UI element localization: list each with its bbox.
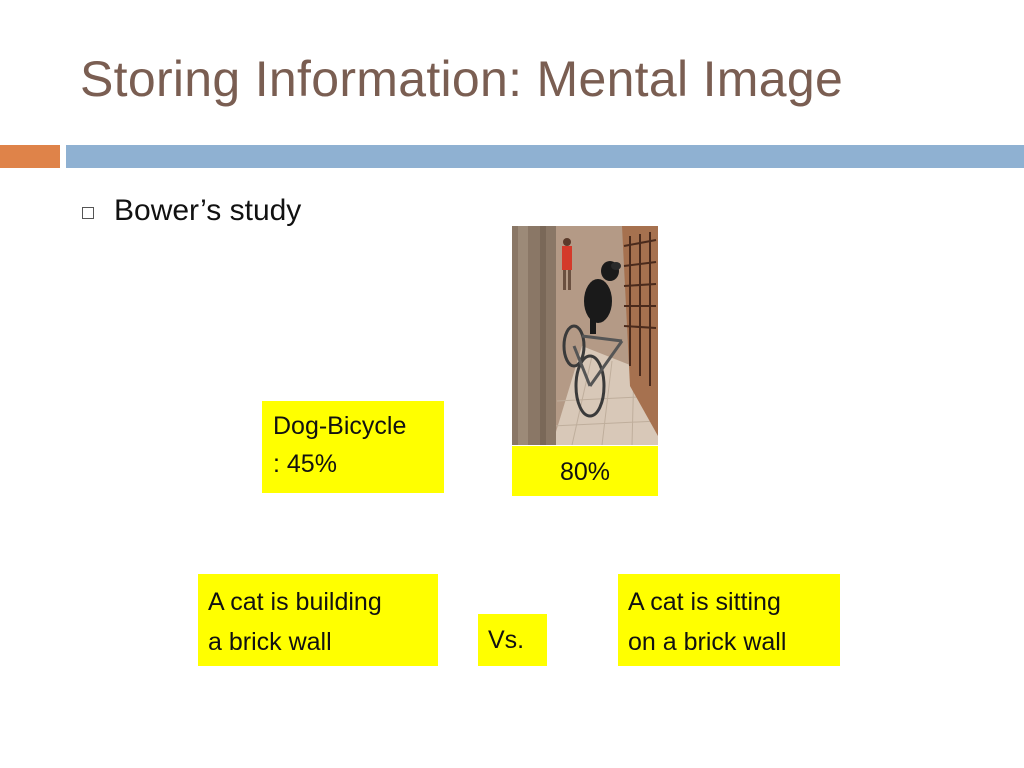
cat-sitting-line2: on a brick wall bbox=[628, 628, 787, 656]
accent-bar-blue bbox=[66, 145, 1024, 168]
dog-bicycle-percent: : 45% bbox=[273, 450, 337, 478]
cat-sitting-line1: A cat is sitting bbox=[628, 588, 781, 616]
photo-score-box bbox=[512, 446, 658, 496]
cat-building-box bbox=[198, 574, 438, 666]
photo-score-percent: 80% bbox=[559, 458, 611, 486]
bullet-item bbox=[82, 194, 301, 228]
cat-sitting-box bbox=[618, 574, 840, 666]
dog-on-bicycle-photo bbox=[512, 226, 658, 445]
square-bullet-icon bbox=[82, 207, 94, 219]
dog-bicycle-result-box bbox=[262, 401, 444, 493]
cat-building-line2: a brick wall bbox=[208, 628, 332, 656]
dog-bicycle-label: Dog-Bicycle bbox=[273, 412, 407, 440]
slide-title: Storing Information: Mental Image bbox=[80, 51, 844, 107]
bullet-text: Bower’s study bbox=[114, 194, 302, 227]
versus-label: Vs. bbox=[488, 626, 525, 654]
cat-building-line1: A cat is building bbox=[208, 588, 382, 616]
versus-box bbox=[478, 614, 547, 666]
accent-bar-orange bbox=[0, 145, 60, 168]
